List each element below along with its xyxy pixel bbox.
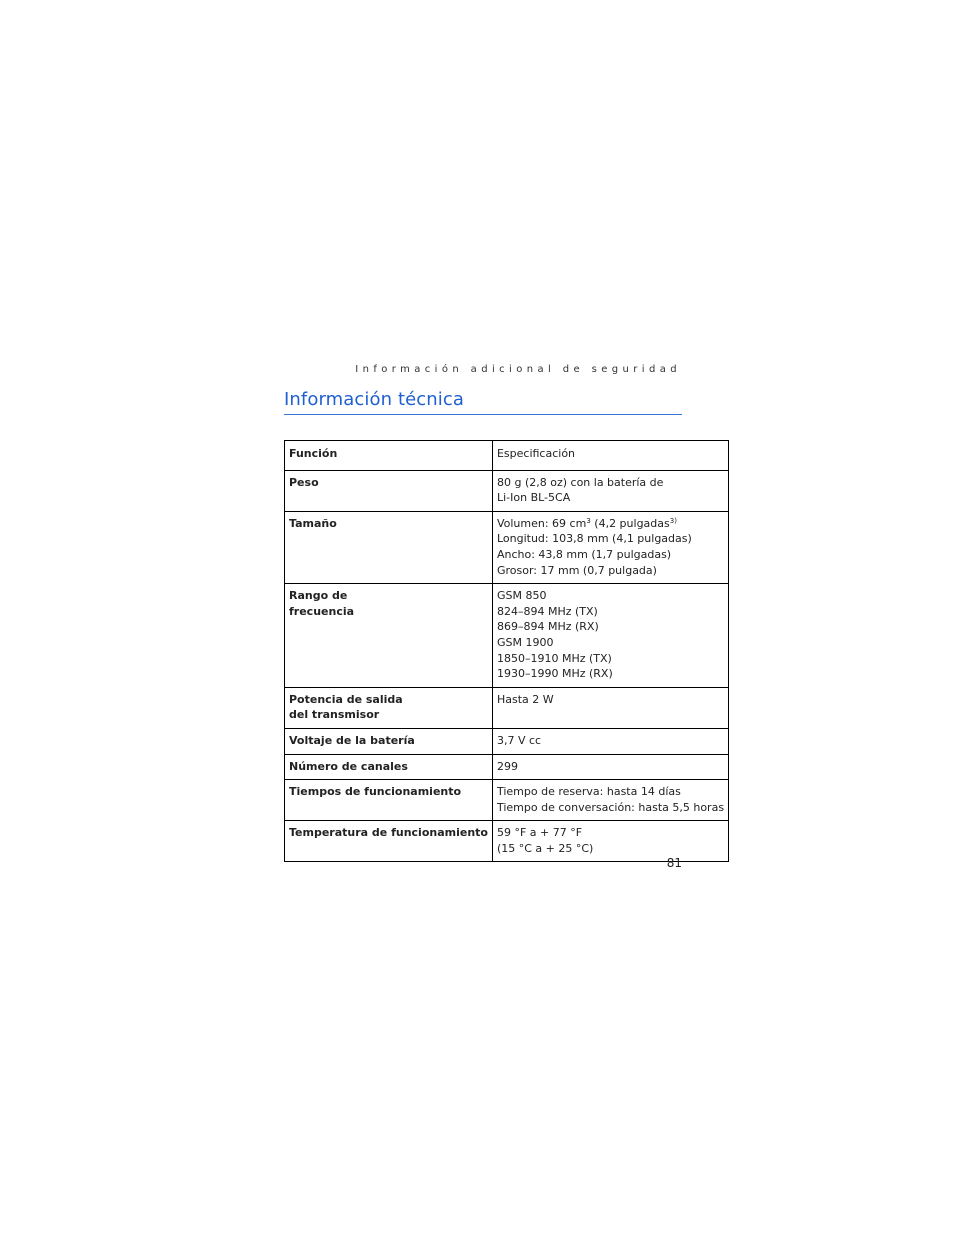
feature-cell	[285, 754, 493, 780]
spec-cell	[492, 728, 728, 754]
spec-text: Ancho: 43,8 mm (1,7 pulgadas)	[496, 547, 672, 561]
feature-cell	[285, 470, 493, 511]
spec-cell	[492, 511, 728, 583]
table-row	[285, 754, 729, 780]
spec-text: 1850–1910 MHz (TX)	[496, 651, 612, 665]
spec-text: Tiempo de conversación: hasta 5,5 horas	[496, 800, 725, 814]
header-spec: Especificación	[492, 441, 728, 471]
spec-volume-line	[497, 516, 724, 532]
spec-table	[284, 440, 729, 862]
feature-text: frecuencia	[289, 604, 355, 618]
spec-text: (15 °C a + 25 °C)	[496, 841, 594, 855]
feature-text: Tiempos de funcionamiento	[289, 785, 462, 799]
running-header: Información adicional de seguridad	[355, 364, 681, 375]
feature-cell	[285, 821, 493, 862]
page-number: 81	[666, 856, 682, 870]
table-row	[285, 584, 729, 688]
spec-text: Tiempo de reserva: hasta 14 días	[496, 785, 681, 799]
feature-cell	[285, 584, 493, 688]
feature-text: Temperatura de funcionamiento	[289, 826, 488, 840]
spec-text: 1930–1990 MHz (RX)	[496, 667, 613, 681]
spec-text: GSM 1900	[496, 635, 554, 649]
section-title: Información técnica	[284, 389, 465, 410]
feature-text: Voltaje de la batería	[289, 733, 415, 747]
feature-cell	[285, 728, 493, 754]
table-row	[285, 470, 729, 511]
feature-cell	[285, 687, 493, 728]
spec-cell	[492, 584, 728, 688]
table-row	[285, 728, 729, 754]
spec-text: 3,7 V cc	[496, 733, 542, 747]
spec-cell	[492, 780, 728, 821]
volume-superscript: 3)	[669, 516, 677, 525]
spec-text: Hasta 2 W	[496, 692, 554, 706]
spec-text: 299	[496, 759, 518, 773]
feature-text: Potencia de salida	[289, 692, 403, 706]
spec-text: GSM 850	[496, 589, 547, 603]
spec-text: Longitud: 103,8 mm (4,1 pulgadas)	[496, 532, 692, 546]
spec-cell	[492, 470, 728, 511]
spec-text: 59 °F a + 77 °F	[496, 826, 583, 840]
spec-text: Grosor: 17 mm (0,7 pulgada)	[496, 563, 657, 577]
feature-text: Tamaño	[289, 516, 337, 530]
volume-prefix: Volumen: 69 cm	[496, 516, 587, 530]
spec-cell	[492, 687, 728, 728]
spec-text: 869–894 MHz (RX)	[496, 620, 599, 634]
header-feature: Función	[285, 441, 493, 471]
spec-text: Li-Ion BL-5CA	[496, 491, 571, 505]
spec-cell	[492, 754, 728, 780]
feature-cell	[285, 780, 493, 821]
table-header-row	[285, 441, 729, 471]
feature-text: del transmisor	[289, 708, 380, 722]
spec-text: 80 g (2,8 oz) con la batería de	[496, 475, 664, 489]
spec-text: 824–894 MHz (TX)	[496, 604, 598, 618]
feature-text: Peso	[289, 475, 319, 489]
volume-middle: (4,2 pulgadas	[590, 516, 670, 530]
table-row	[285, 687, 729, 728]
feature-text: Rango de	[289, 589, 348, 603]
table-row	[285, 780, 729, 821]
feature-cell	[285, 511, 493, 583]
title-rule	[284, 414, 682, 415]
spec-cell	[492, 821, 728, 862]
feature-text: Número de canales	[289, 759, 408, 773]
table-row	[285, 511, 729, 583]
volume-superscript: 3	[586, 516, 591, 525]
